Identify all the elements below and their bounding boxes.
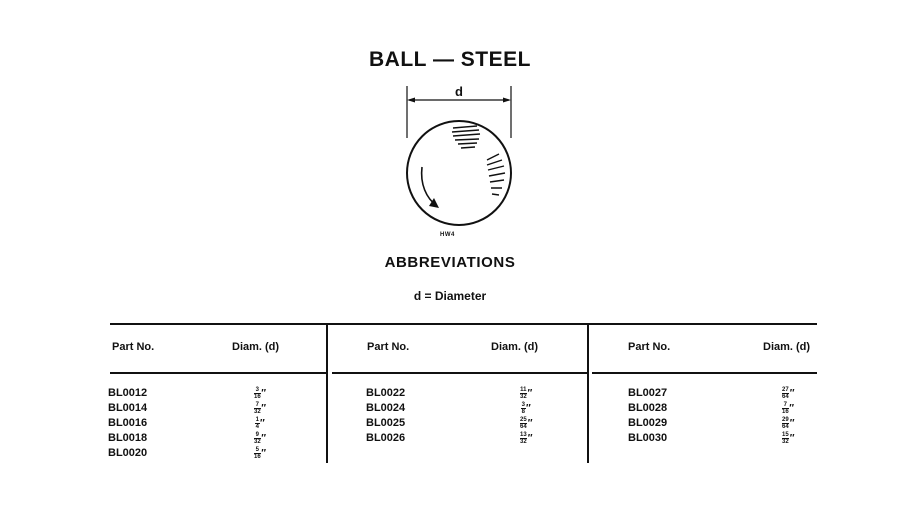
part-number: BL0024	[366, 402, 406, 414]
diameter-value: $\frac{15}{32}$ ″	[782, 432, 795, 445]
part-number: BL0029	[628, 417, 668, 429]
diameter-value: $\frac{3}{8}$ ″	[521, 402, 531, 415]
table-top-rule	[110, 323, 817, 325]
fraction: $\frac{5}{16}$	[254, 447, 261, 460]
diameter-value: $\frac{13}{32}$ ″	[520, 432, 533, 445]
part-number: BL0025	[366, 417, 406, 429]
col2-diam-header: Diam. (d)	[491, 341, 539, 353]
diameter-value: $\frac{9}{32}$ ″	[254, 432, 266, 445]
part-number: BL0014	[108, 402, 148, 414]
part-number: BL0012	[108, 387, 148, 399]
part-number: BL0016	[108, 417, 148, 429]
fraction: $\frac{11}{32}$	[520, 387, 527, 400]
part-number: BL0028	[628, 402, 668, 414]
fraction: $\frac{1}{4}$	[255, 417, 260, 430]
diameter-value: $\frac{25}{64}$ ″	[520, 417, 533, 430]
part-number: BL0026	[366, 432, 406, 444]
header-rule-col2	[332, 372, 587, 374]
part-number: BL0022	[366, 387, 406, 399]
fraction: $\frac{3}{16}$	[254, 387, 261, 400]
col3-diam-header: Diam. (d)	[763, 341, 811, 353]
figure-code: HW4	[440, 232, 455, 238]
diameter-value: $\frac{1}{4}$ ″	[255, 417, 265, 430]
diameter-value: $\frac{7}{32}$ ″	[254, 402, 266, 415]
col2-diam-list	[506, 386, 546, 446]
dimension-label: d	[455, 84, 463, 99]
part-number: BL0027	[628, 387, 668, 399]
diameter-value: $\frac{29}{64}$ ″	[782, 417, 795, 430]
fraction: $\frac{29}{64}$	[782, 417, 789, 430]
diameter-value: $\frac{3}{16}$ ″	[254, 387, 266, 400]
header-rule-col3	[592, 372, 817, 374]
abbreviations-heading: ABBREVIATIONS	[384, 254, 516, 271]
col3-diam-list	[768, 386, 808, 446]
arrowhead-right-icon	[503, 98, 511, 103]
col3-part-list	[628, 386, 667, 446]
fraction: $\frac{7}{32}$	[254, 402, 261, 415]
page-title: BALL — STEEL	[369, 48, 531, 71]
fraction: $\frac{13}{32}$	[520, 432, 527, 445]
diameter-value: $\frac{27}{64}$ ″	[782, 387, 795, 400]
col2-part-list	[366, 386, 405, 446]
col1-diam-list	[240, 386, 280, 461]
abbreviation-definition: d = Diameter	[413, 289, 487, 303]
col1-part-list	[108, 386, 147, 461]
part-number: BL0020	[108, 447, 148, 459]
column-divider-2	[587, 324, 589, 463]
col3-part-header: Part No.	[628, 341, 671, 353]
part-number: BL0030	[628, 432, 668, 444]
col1-diam-header: Diam. (d)	[232, 341, 280, 353]
fraction: $\frac{15}{32}$	[782, 432, 789, 445]
arrowhead-left-icon	[407, 98, 415, 103]
fraction: $\frac{7}{16}$	[782, 402, 789, 415]
fraction: $\frac{25}{64}$	[520, 417, 527, 430]
col2-part-header: Part No.	[367, 341, 410, 353]
fraction: $\frac{27}{64}$	[782, 387, 789, 400]
header-rule-col1	[110, 372, 326, 374]
steel-ball-diagram	[395, 80, 525, 245]
fraction: $\frac{3}{8}$	[521, 402, 526, 415]
ball-outline	[407, 121, 511, 225]
diameter-value: $\frac{5}{16}$ ″	[254, 447, 266, 460]
diameter-value: $\frac{11}{32}$ ″	[520, 387, 533, 400]
part-number: BL0018	[108, 432, 148, 444]
column-divider-1	[326, 324, 328, 463]
col1-part-header: Part No.	[112, 341, 155, 353]
diameter-value: $\frac{7}{16}$ ″	[782, 402, 794, 415]
fraction: $\frac{9}{32}$	[254, 432, 261, 445]
